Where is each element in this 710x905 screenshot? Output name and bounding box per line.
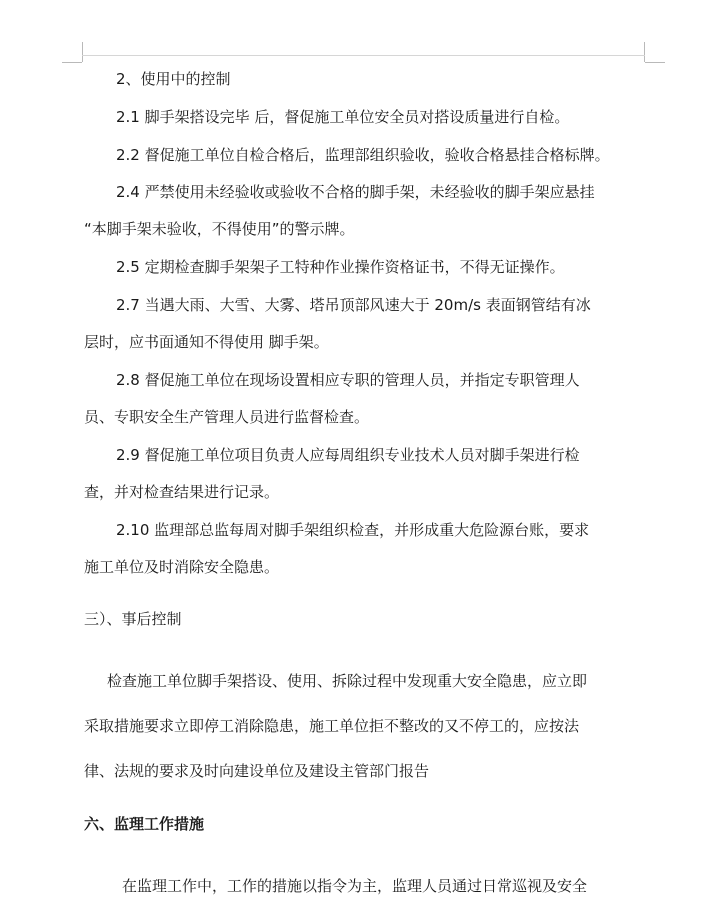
paragraph-line: 2.5 定期检查脚手架架子工特种作业操作资格证书，不得无证操作。 [116, 258, 565, 276]
paragraph-line: 员、专职安全生产管理人员进行监督检查。 [84, 408, 370, 426]
paragraph-line: 律、法规的要求及时向建设单位及建设主管部门报告 [84, 762, 430, 780]
paragraph-line: 在监理工作中，工作的措施以指令为主，监理人员通过日常巡视及安全 [122, 877, 588, 895]
paragraph-line: “本脚手架未验收，不得使用”的警示牌。 [84, 220, 355, 238]
section-heading: 三）、事后控制 [84, 610, 182, 628]
paragraph-line: 采取措施要求立即停工消除隐患，施工单位拒不整改的又不停工的，应按法 [84, 717, 580, 735]
paragraph-line: 2.7 当遇大雨、大雪、大雾、塔吊顶部风速大于 20m/s 表面钢管结有冰 [116, 296, 591, 314]
paragraph-line: 施工单位及时消除安全隐患。 [84, 558, 280, 576]
paragraph-line: 2.9 督促施工单位项目负责人应每周组织专业技术人员对脚手架进行检 [116, 446, 580, 464]
paragraph-line: 2.10 监理部总监每周对脚手架组织检查，并形成重大危险源台账，要求 [116, 521, 590, 539]
paragraph-line: 2.4 严禁使用未经验收或验收不合格的脚手架，未经验收的脚手架应悬挂 [116, 183, 595, 201]
paragraph-line: 层时，应书面通知不得使用 脚手架。 [84, 333, 329, 351]
header-rule [82, 55, 645, 56]
paragraph-line: 2.1 脚手架搭设完毕 后，督促施工单位安全员对搭设质量进行自检。 [116, 108, 570, 126]
chapter-heading: 六、监理工作措施 [84, 815, 205, 833]
crop-mark [62, 62, 82, 63]
paragraph-line: 查，并对检查结果进行记录。 [84, 483, 280, 501]
paragraph-line: 2.2 督促施工单位自检合格后，监理部组织验收，验收合格悬挂合格标牌。 [116, 146, 610, 164]
crop-mark [644, 42, 645, 62]
paragraph-line: 检查施工单位脚手架搭设、使用、拆除过程中发现重大安全隐患，应立即 [107, 672, 588, 690]
section-heading: 2、使用中的控制 [116, 70, 231, 88]
crop-mark [645, 62, 665, 63]
crop-mark [82, 42, 83, 62]
paragraph-line: 2.8 督促施工单位在现场设置相应专职的管理人员，并指定专职管理人 [116, 371, 580, 389]
